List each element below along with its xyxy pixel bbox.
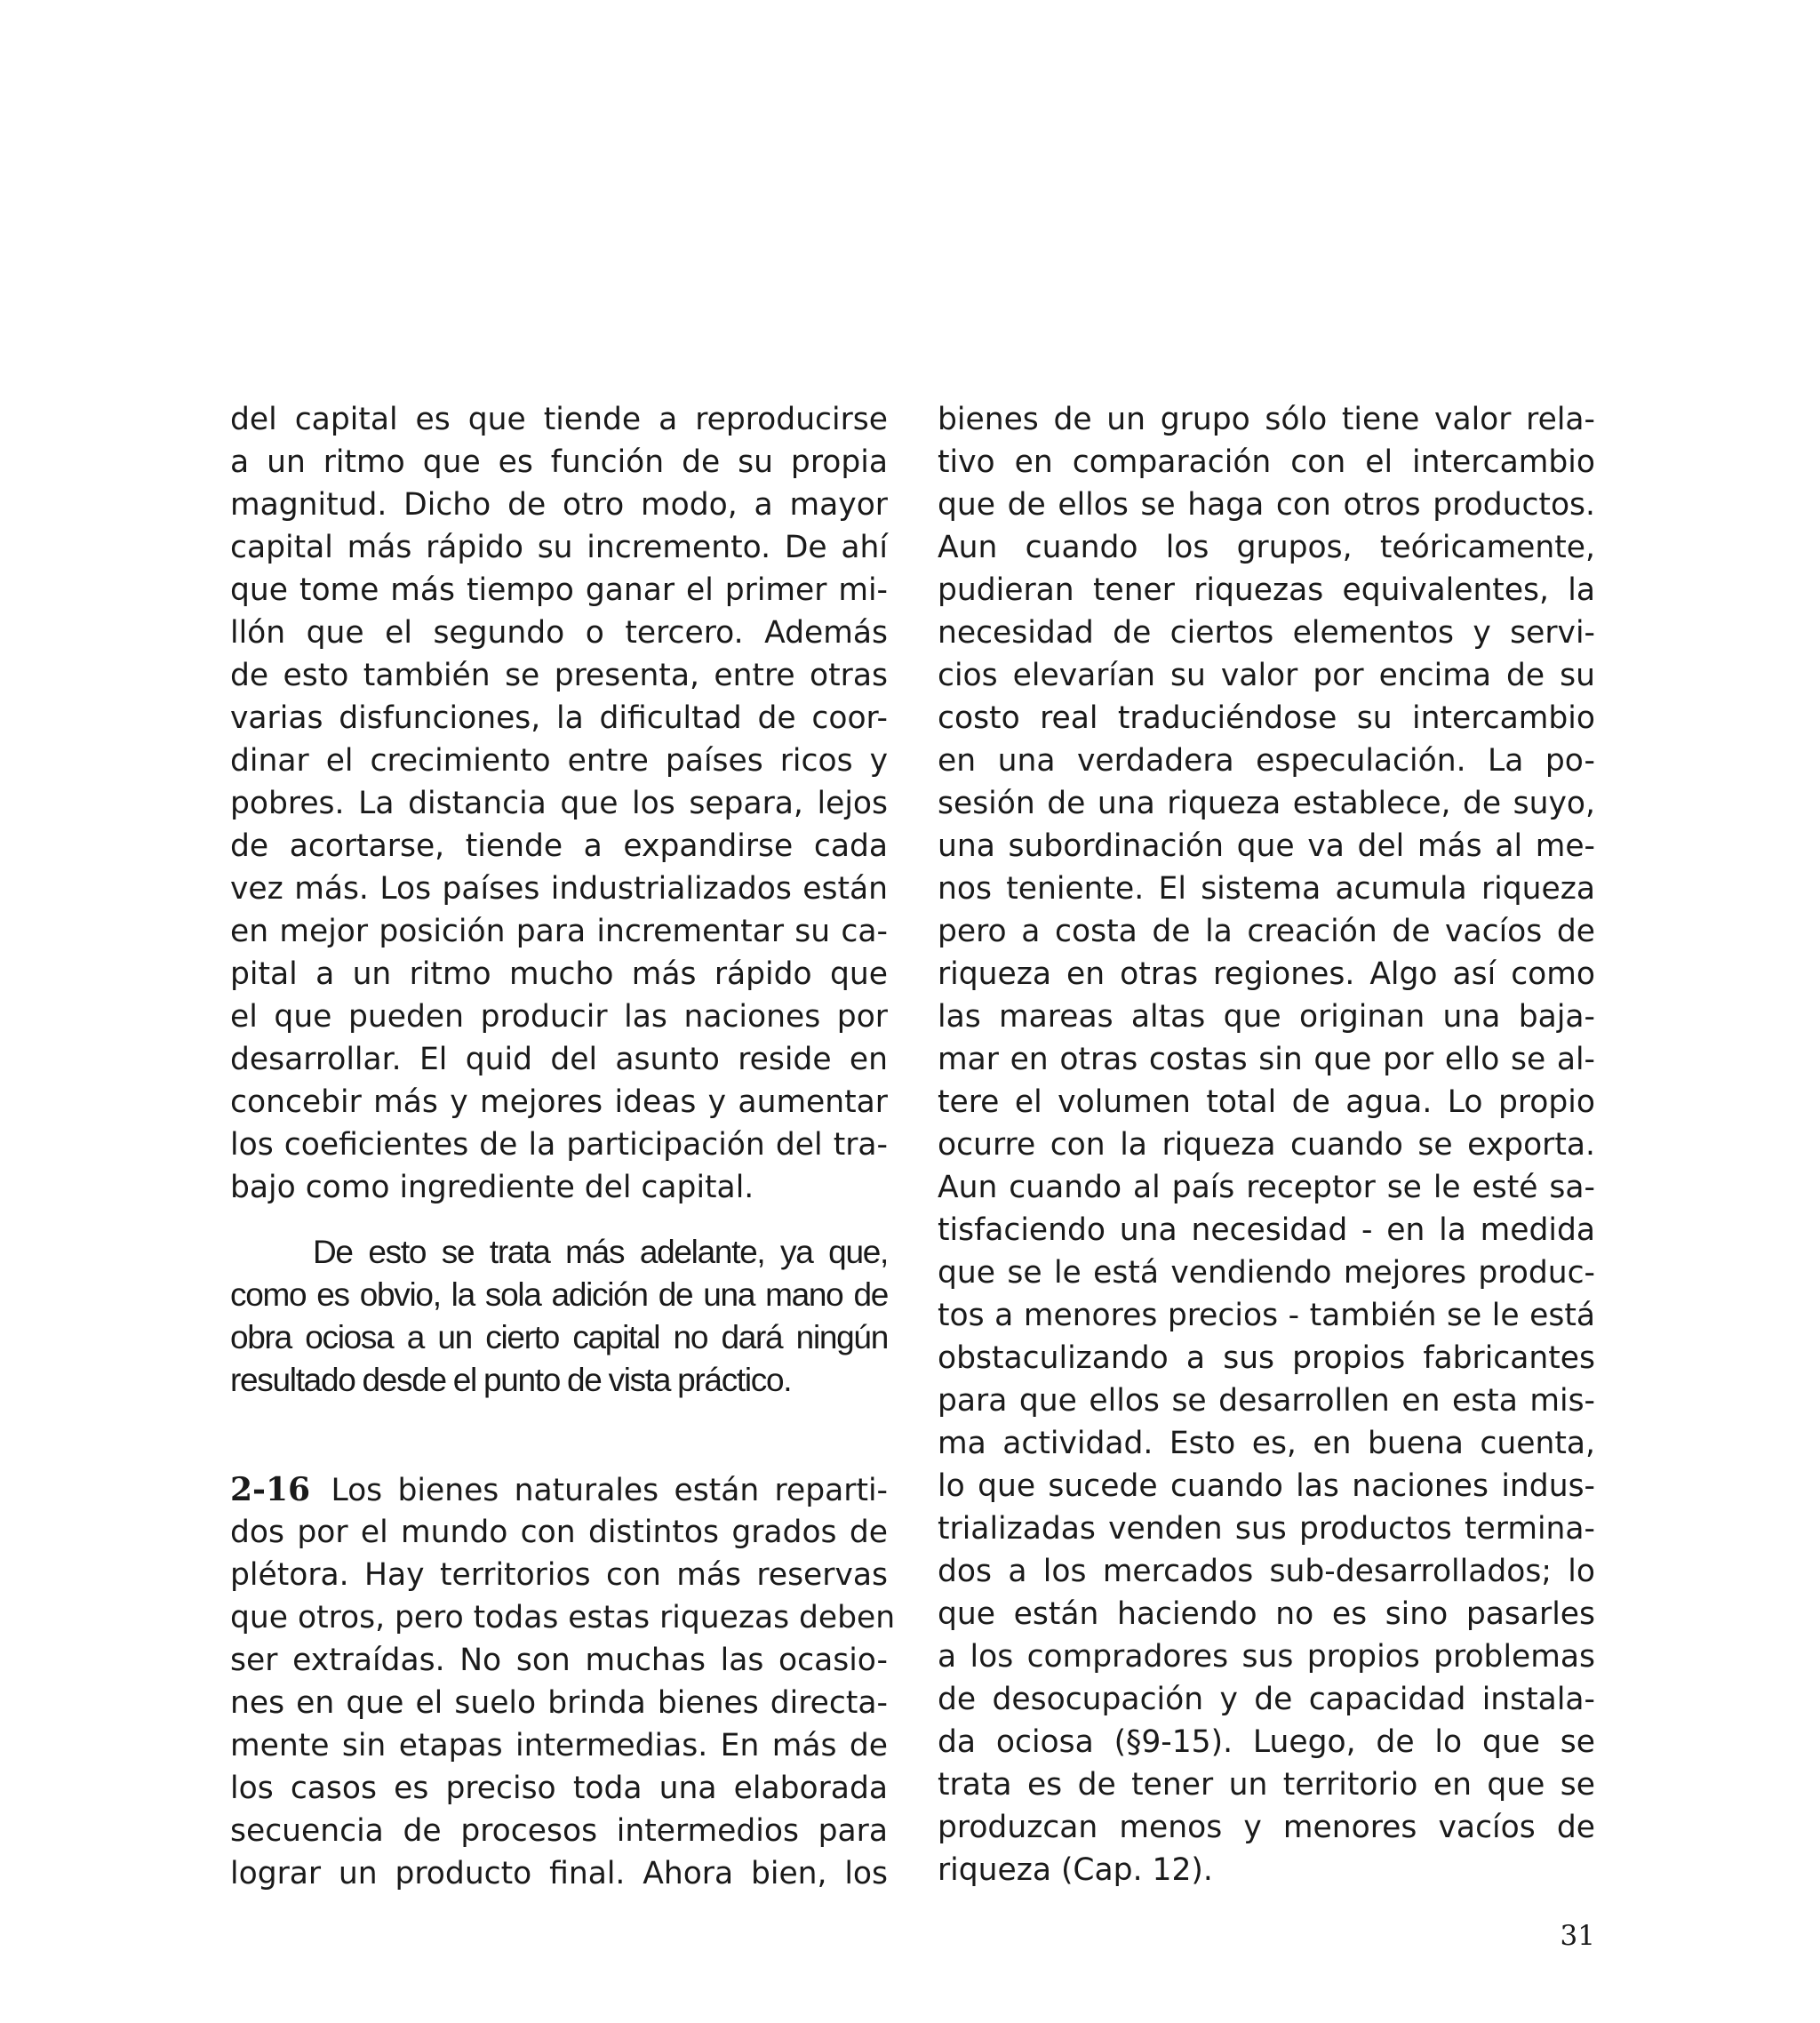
- text-line: dos por el mundo con distintos grados de: [230, 1515, 888, 1550]
- text-line: cios elevarían su valor por encima de su: [938, 658, 1595, 693]
- text-line: en una verdadera especulación. La po-: [938, 743, 1595, 779]
- text-line: concebir más y mejores ideas y aumentar: [230, 1084, 888, 1120]
- text-line: que tome más tiempo ganar el primer mi-: [230, 572, 888, 608]
- text-line: una subordinación que va del más al me-: [938, 828, 1595, 864]
- text-line: trata es de tener un territorio en que se: [938, 1767, 1595, 1803]
- text-line: ser extraídas. No son muchas las ocasio-: [230, 1643, 888, 1678]
- text-line: de esto también se presenta, entre otras: [230, 658, 888, 693]
- text-line: bajo como ingrediente del capital.: [230, 1170, 754, 1205]
- text-line: los coeficientes de la participación del tra-: [230, 1127, 888, 1163]
- text-line: trializadas venden sus productos termina-: [938, 1511, 1595, 1547]
- text-line: capital más rápido su incremento. De ahí: [230, 530, 888, 565]
- text-line: da ociosa (§9-15). Luego, de lo que se: [938, 1724, 1595, 1760]
- text-line: como es obvio, la sola adición de una mano de: [230, 1276, 888, 1313]
- text-line: que de ellos se haga con otros productos.: [938, 487, 1595, 523]
- text-line: pudieran tener riquezas equivalentes, la: [938, 572, 1595, 608]
- text-line: pero a costa de la creación de vacíos de: [938, 914, 1595, 949]
- text-line: riqueza (Cap. 12).: [938, 1852, 1213, 1888]
- text-line: tos a menores precios - también se le está: [938, 1298, 1595, 1333]
- section-number: 2-16: [230, 1471, 311, 1508]
- text-line: Aun cuando al país receptor se le esté sa-: [938, 1170, 1595, 1205]
- text-line: del capital es que tiende a reproducirse: [230, 402, 888, 437]
- text-line: pobres. La distancia que los separa, lejos: [230, 786, 888, 821]
- text-line: obra ociosa a un cierto capital no dará ningún: [230, 1319, 888, 1355]
- text-line: secuencia de procesos intermedios para: [230, 1813, 888, 1849]
- text-line: tivo en comparación con el intercambio: [938, 444, 1595, 480]
- text-line: en mejor posición para incrementar su ca-: [230, 914, 888, 949]
- text-line: obstaculizando a sus propios fabricantes: [938, 1340, 1595, 1376]
- text-line: vez más. Los países industrializados están: [230, 871, 888, 907]
- text-line: desarrollar. El quid del asunto reside en: [230, 1042, 888, 1077]
- text-line: magnitud. Dicho de otro modo, a mayor: [230, 487, 888, 523]
- text-line: para que ellos se desarrollen en esta mis-: [938, 1383, 1595, 1419]
- text-line: llón que el segundo o tercero. Además: [230, 615, 888, 651]
- text-line: nos teniente. El sistema acumula riqueza: [938, 871, 1595, 907]
- text-line: Aun cuando los grupos, teóricamente,: [938, 530, 1595, 565]
- text-line: ocurre con la riqueza cuando se exporta.: [938, 1127, 1595, 1163]
- text-line: a un ritmo que es función de su propia: [230, 444, 888, 480]
- text-line: los casos es preciso toda una elaborada: [230, 1771, 888, 1806]
- page-number: 31: [1560, 1920, 1595, 1952]
- text-line: tisfaciendo una necesidad - en la medida: [938, 1212, 1595, 1248]
- text-line: mente sin etapas intermedias. En más de: [230, 1728, 888, 1763]
- text-line: nes en que el suelo brinda bienes directa-: [230, 1685, 888, 1721]
- text-line: costo real traduciéndose su intercambio: [938, 700, 1595, 736]
- text-line: pital a un ritmo mucho más rápido que: [230, 956, 888, 992]
- text-line: que otros, pero todas estas riquezas deben: [230, 1600, 896, 1635]
- text-line: mar en otras costas sin que por ello se al-: [938, 1042, 1595, 1077]
- text-line: las mareas altas que originan una baja-: [938, 999, 1595, 1035]
- text-line: necesidad de ciertos elementos y servi-: [938, 615, 1595, 651]
- section-first-line: [230, 1468, 888, 1511]
- text-line: que se le está vendiendo mejores produc-: [938, 1255, 1595, 1291]
- text-line: resultado desde el punto de vista práctico.: [230, 1362, 792, 1398]
- text-line: riqueza en otras regiones. Algo así como: [938, 956, 1595, 992]
- text-line: que están haciendo no es sino pasarles: [938, 1596, 1595, 1632]
- text-line: lograr un producto final. Ahora bien, los: [230, 1856, 888, 1891]
- text-line: a los compradores sus propios problemas: [938, 1639, 1595, 1675]
- text-line: dinar el crecimiento entre países ricos y: [230, 743, 888, 779]
- text-line: bienes de un grupo sólo tiene valor rela-: [938, 402, 1595, 437]
- text-line: tere el volumen total de agua. Lo propio: [938, 1084, 1595, 1120]
- text-line: lo que sucede cuando las naciones indus-: [938, 1468, 1595, 1504]
- section-first-line-text: Los bienes naturales están reparti-: [331, 1473, 888, 1508]
- text-line: ma actividad. Esto es, en buena cuenta,: [938, 1426, 1595, 1461]
- text-line: el que pueden producir las naciones por: [230, 999, 888, 1035]
- text-line: de desocupación y de capacidad instala-: [938, 1682, 1595, 1717]
- text-line: de acortarse, tiende a expandirse cada: [230, 828, 888, 864]
- text-line: produzcan menos y menores vacíos de: [938, 1810, 1595, 1845]
- text-line: sesión de una riqueza establece, de suyo,: [938, 786, 1595, 821]
- text-line: varias disfunciones, la dificultad de coor-: [230, 700, 888, 736]
- text-line: dos a los mercados sub-desarrollados; lo: [938, 1554, 1595, 1589]
- text-line: plétora. Hay territorios con más reservas: [230, 1557, 888, 1593]
- text-line: De esto se trata más adelante, ya que,: [313, 1234, 888, 1270]
